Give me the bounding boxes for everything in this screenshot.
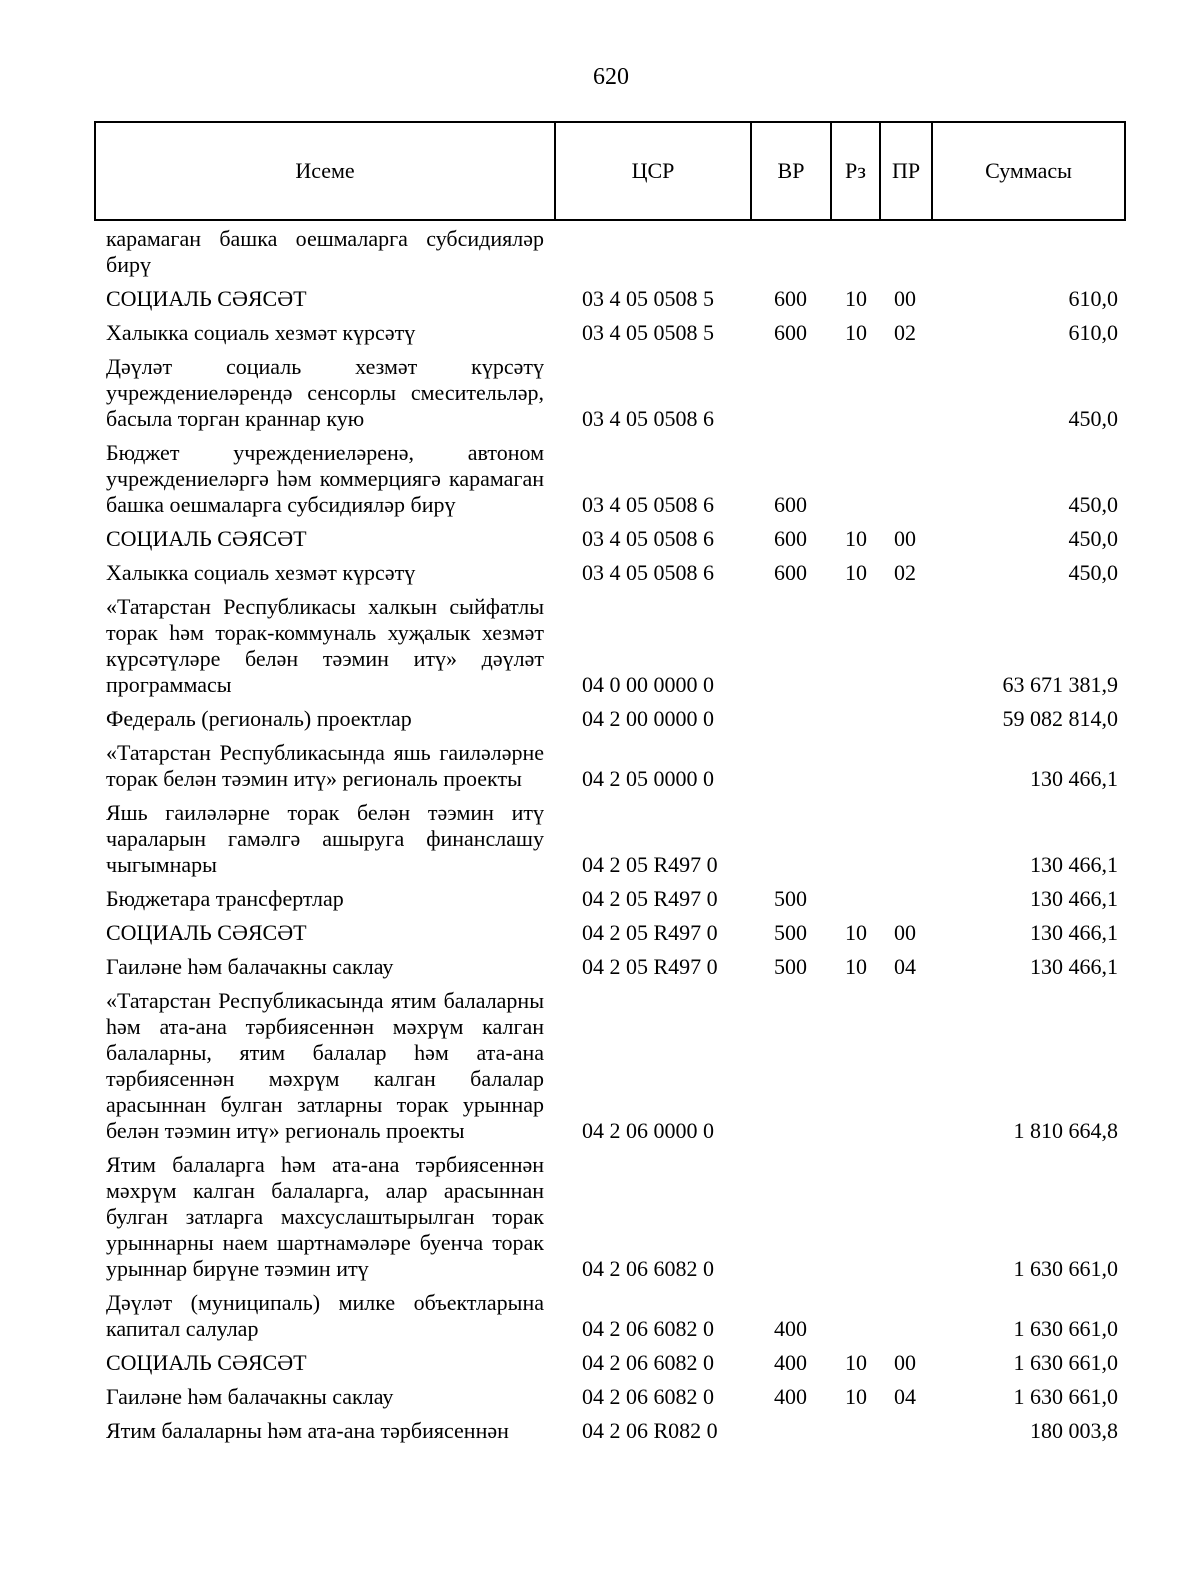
- header-vr: ВР: [752, 123, 832, 219]
- header-sum: Суммасы: [985, 158, 1072, 183]
- row-sum: 1 810 664,8: [1013, 1118, 1118, 1143]
- row-vr: 500: [774, 954, 807, 979]
- table-row: [0, 1382, 1200, 1410]
- table-row: [0, 918, 1200, 946]
- row-sum: 450,0: [1068, 526, 1118, 551]
- row-csr: 04 2 05 R497 0: [582, 954, 718, 979]
- row-csr: 04 2 06 6082 0: [582, 1350, 714, 1375]
- row-sum: 1 630 661,0: [1013, 1350, 1118, 1375]
- table-body: [0, 224, 1200, 1444]
- row-sum: 1 630 661,0: [1013, 1316, 1118, 1341]
- row-name: Бюджет учреждениеләренә, автоном учреждениеләргә һәм коммерциягә карамаган башка оешмаларга субсидияләр бирү: [106, 440, 544, 517]
- table-row: [0, 284, 1200, 312]
- table-row: [0, 1288, 1200, 1342]
- page-number: 620: [593, 64, 629, 90]
- table-row: [0, 738, 1200, 792]
- row-csr: 04 2 06 6082 0: [582, 1256, 714, 1281]
- row-pr: 00: [894, 920, 916, 945]
- row-csr: 03 4 05 0508 5: [582, 320, 714, 345]
- row-name: Халыкка социаль хезмәт күрсәтү: [106, 560, 416, 585]
- row-vr: 400: [774, 1350, 807, 1375]
- row-pr: 04: [894, 954, 916, 979]
- row-rz: 10: [845, 1384, 867, 1409]
- row-sum: 1 630 661,0: [1013, 1256, 1118, 1281]
- row-sum: 63 671 381,9: [1002, 672, 1118, 697]
- row-name: Халыкка социаль хезмәт күрсәтү: [106, 320, 416, 345]
- table-row: [0, 952, 1200, 980]
- row-sum: 450,0: [1068, 492, 1118, 517]
- row-sum: 450,0: [1068, 406, 1118, 431]
- row-csr: 04 2 06 6082 0: [582, 1384, 714, 1409]
- row-sum: 59 082 814,0: [1002, 706, 1118, 731]
- row-csr: 04 0 00 0000 0: [582, 672, 714, 697]
- row-sum: 610,0: [1068, 320, 1118, 345]
- row-csr: 03 4 05 0508 6: [582, 526, 714, 551]
- row-name: СОЦИАЛЬ СӘЯСӘТ: [106, 286, 307, 311]
- table-row: [0, 592, 1200, 698]
- header-pr: ПР: [881, 123, 933, 219]
- table-row: [0, 318, 1200, 346]
- row-pr: 02: [894, 320, 916, 345]
- row-rz: 10: [845, 560, 867, 585]
- row-name: СОЦИАЛЬ СӘЯСӘТ: [106, 1350, 307, 1375]
- table-row: [0, 986, 1200, 1144]
- row-csr: 04 2 05 R497 0: [582, 852, 718, 877]
- row-name: Дәүләт (муниципаль) милке объектларына капитал салулар: [106, 1290, 544, 1341]
- row-csr: 03 4 05 0508 6: [582, 492, 714, 517]
- table-row: [0, 558, 1200, 586]
- row-name: «Татарстан Республикасында ятим балаларны һәм ата-ана тәрбиясеннән мәхрүм калган балаларны, ятим балалар һәм ата-ана тәрбиясеннән мәхрүм калган балалар арасыннан булган затларны торак урыннар белән тәэмин итү» региональ проекты: [106, 988, 544, 1143]
- table-header: [94, 121, 1126, 221]
- row-vr: 400: [774, 1316, 807, 1341]
- row-pr: 02: [894, 560, 916, 585]
- table-row: [0, 798, 1200, 878]
- row-rz: 10: [845, 320, 867, 345]
- row-name: «Татарстан Республикасында яшь гаиләләрне торак белән тәэмин итү» региональ проекты: [106, 740, 544, 791]
- row-rz: 10: [845, 954, 867, 979]
- row-pr: 00: [894, 1350, 916, 1375]
- row-sum: 610,0: [1068, 286, 1118, 311]
- row-vr: 400: [774, 1384, 807, 1409]
- row-name: Ятим балаларны һәм ата-ана тәрбиясеннән: [106, 1418, 509, 1443]
- table-row: [0, 704, 1200, 732]
- row-name: «Татарстан Республикасы халкын сыйфатлы торак һәм торак-коммуналь хуҗалык хезмәт күрсәтүләре белән тәэмин итү» дәүләт программасы: [106, 594, 544, 697]
- row-vr: 600: [774, 526, 807, 551]
- row-sum: 1 630 661,0: [1013, 1384, 1118, 1409]
- table-row: [0, 438, 1200, 518]
- row-vr: 600: [774, 286, 807, 311]
- table-row: [0, 524, 1200, 552]
- row-csr: 04 2 05 0000 0: [582, 766, 714, 791]
- table-row: [0, 884, 1200, 912]
- row-vr: 600: [774, 492, 807, 517]
- header-rz: Рз: [832, 123, 881, 219]
- row-csr: 04 2 05 R497 0: [582, 886, 718, 911]
- row-name: СОЦИАЛЬ СӘЯСӘТ: [106, 526, 307, 551]
- row-sum: 130 466,1: [1030, 886, 1118, 911]
- row-name: Гаиләне һәм балачакны саклау: [106, 954, 394, 979]
- row-rz: 10: [845, 286, 867, 311]
- row-csr: 04 2 06 R082 0: [582, 1418, 718, 1443]
- row-sum: 180 003,8: [1030, 1418, 1118, 1443]
- row-pr: 04: [894, 1384, 916, 1409]
- row-rz: 10: [845, 920, 867, 945]
- table-row: [0, 352, 1200, 432]
- row-pr: 00: [894, 286, 916, 311]
- row-csr: 04 2 05 R497 0: [582, 920, 718, 945]
- table-row: [0, 224, 1200, 278]
- row-sum: 450,0: [1068, 560, 1118, 585]
- table-row: [0, 1150, 1200, 1282]
- row-name: Ятим балаларга һәм ата-ана тәрбиясеннән мәхрүм калган балаларга, алар арасыннан булган затларга махсуслаштырылган торак урыннарны наем шартнамәләре буенча торак урыннар бирүне тәэмин итү: [106, 1152, 544, 1281]
- row-vr: 600: [774, 320, 807, 345]
- header-csr: ЦСР: [556, 123, 752, 219]
- table-row: [0, 1348, 1200, 1376]
- row-vr: 500: [774, 920, 807, 945]
- row-name: Дәүләт социаль хезмәт күрсәтү учреждениеләрендә сенсорлы смесительләр, басыла торган краннар кую: [106, 354, 544, 431]
- header-name: Исеме: [96, 123, 556, 219]
- row-csr: 03 4 05 0508 6: [582, 560, 714, 585]
- row-name: Бюджетара трансфертлар: [106, 886, 344, 911]
- row-sum: 130 466,1: [1030, 920, 1118, 945]
- row-rz: 10: [845, 1350, 867, 1375]
- row-rz: 10: [845, 526, 867, 551]
- row-csr: 04 2 00 0000 0: [582, 706, 714, 731]
- row-csr: 03 4 05 0508 6: [582, 406, 714, 431]
- row-csr: 03 4 05 0508 5: [582, 286, 714, 311]
- table-row: [0, 1416, 1200, 1444]
- row-sum: 130 466,1: [1030, 766, 1118, 791]
- row-name: карамаган башка оешмаларга субсидияләр бирү: [106, 226, 544, 277]
- row-name: СОЦИАЛЬ СӘЯСӘТ: [106, 920, 307, 945]
- row-vr: 600: [774, 560, 807, 585]
- row-name: Яшь гаиләләрне торак белән тәэмин итү чараларын гамәлгә ашыруга финанслашу чыгымнары: [106, 800, 544, 877]
- row-csr: 04 2 06 0000 0: [582, 1118, 714, 1143]
- row-sum: 130 466,1: [1030, 954, 1118, 979]
- row-name: Федераль (региональ) проектлар: [106, 706, 412, 731]
- row-csr: 04 2 06 6082 0: [582, 1316, 714, 1341]
- row-sum: 130 466,1: [1030, 852, 1118, 877]
- row-pr: 00: [894, 526, 916, 551]
- row-name: Гаиләне һәм балачакны саклау: [106, 1384, 394, 1409]
- row-vr: 500: [774, 886, 807, 911]
